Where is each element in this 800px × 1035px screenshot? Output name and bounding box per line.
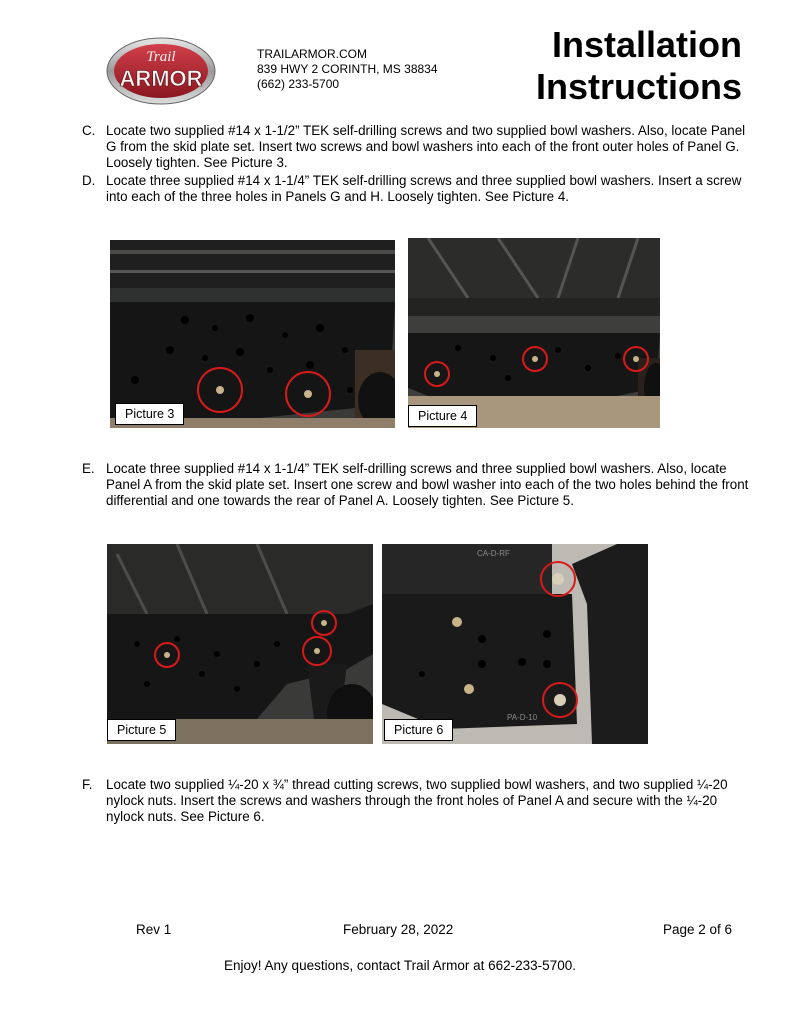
footer-contact: Enjoy! Any questions, contact Trail Armor at 662-233-5700.	[224, 958, 576, 973]
title-line-1: Installation	[551, 24, 742, 65]
step-c	[82, 123, 752, 171]
step-c-letter: C.	[82, 123, 96, 138]
logo-text-trail: Trail	[146, 49, 176, 65]
picture-6-caption: Picture 6	[384, 719, 453, 741]
company-address: 839 HWY 2 CORINTH, MS 38834	[257, 62, 438, 76]
step-f-letter: F.	[82, 777, 93, 792]
step-e-text: Locate three supplied #14 x 1-1/4” TEK self-drilling screws and three supplied bowl washers. Also, locate Panel A from the skid plate set. Insert one screw and bowl washer into each of the two holes behind the front differential and one towards the rear of Panel A. Loosely tighten. See Picture 5.	[106, 461, 749, 508]
picture-3-photo	[110, 240, 395, 428]
logo-text-armor: ARMOR	[119, 66, 203, 91]
picture-4-caption: Picture 4	[408, 405, 477, 427]
company-phone: (662) 233-5700	[257, 77, 340, 91]
footer-page-number: Page 2 of 6	[663, 922, 733, 937]
step-e-letter: E.	[82, 461, 95, 476]
step-d-text: Locate three supplied #14 x 1-1/4” TEK self-drilling screws and three supplied bowl washers. Insert a screw into each of the three holes in Panels G and H. Loosely tighten. See Picture 4.	[106, 173, 742, 204]
trail-armor-logo	[106, 36, 216, 106]
step-d	[82, 173, 752, 205]
step-d-letter: D.	[82, 173, 96, 188]
picture-3-caption: Picture 3	[115, 403, 184, 425]
picture-5-photo	[107, 544, 373, 744]
step-f	[82, 777, 752, 825]
title-line-2: Instructions	[535, 66, 742, 107]
p6-stamp-top: CA-D-RF	[477, 549, 510, 558]
picture-6-photo	[382, 544, 648, 744]
picture-5-caption: Picture 5	[107, 719, 176, 741]
footer-date: February 28, 2022	[343, 922, 454, 937]
picture-4-photo	[408, 238, 660, 428]
footer-rev: Rev 1	[136, 922, 172, 937]
page-title	[536, 24, 742, 108]
company-website: TRAILARMOR.COM	[257, 47, 368, 61]
step-e	[82, 461, 752, 509]
p6-stamp-bottom: PA-D-10	[507, 713, 538, 722]
step-c-text: Locate two supplied #14 x 1-1/2” TEK self-drilling screws and two supplied bowl washers. Also, locate Panel G from the skid plate set. Insert two screws and bowl washers into each of the front outer holes of Panel G. Loosely tighten. See Picture 3.	[106, 123, 746, 170]
step-f-text: Locate two supplied ¼-20 x ¾” thread cutting screws, two supplied bowl washers, and two supplied ¼-20 nylock nuts. Insert the screws and washers through the front holes of Panel A and secure with the ¼-20 nylock nuts. See Picture 6.	[106, 777, 728, 824]
company-info	[257, 47, 438, 92]
